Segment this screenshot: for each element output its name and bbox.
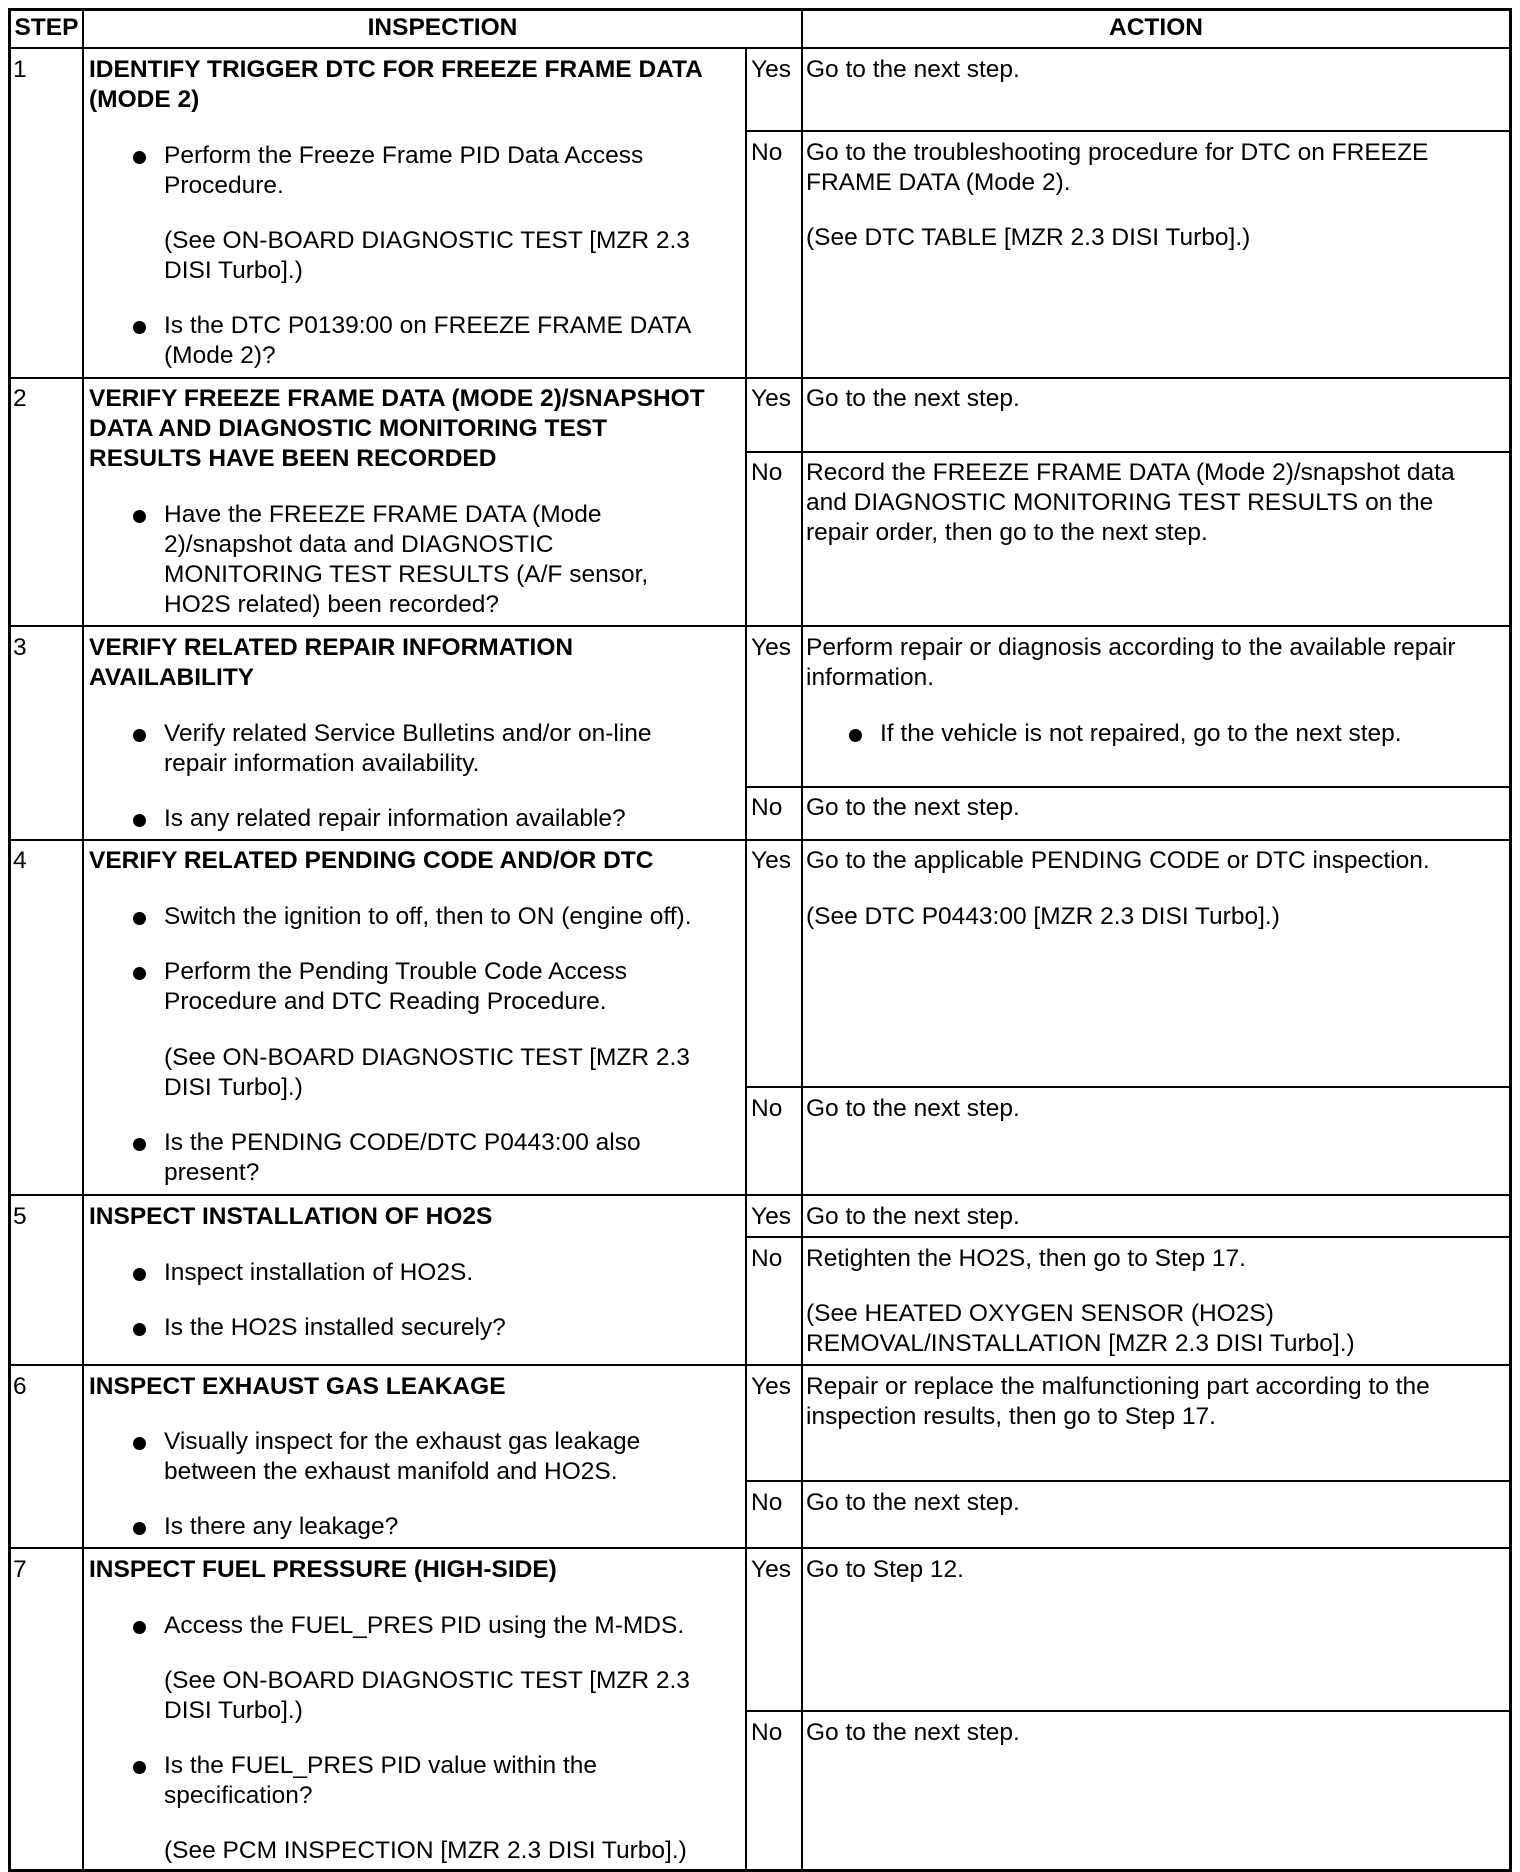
bullet-icon: [133, 1138, 146, 1151]
bullet-icon: [133, 729, 146, 742]
action-text: Perform repair or diagnosis according to the available repair information.: [806, 634, 1456, 691]
action-text: Go to Step 12.: [806, 1556, 964, 1583]
inspection-note: (See ON-BOARD DIAGNOSTIC TEST [MZR 2.3 DISI Turbo].): [164, 1667, 690, 1724]
yes-no-separator: [745, 451, 1512, 453]
bullet-icon: [133, 1761, 146, 1774]
bullet-icon: [133, 1522, 146, 1535]
inspection-item: Visually inspect for the exhaust gas leakage between the exhaust manifold and HO2S.: [164, 1428, 641, 1485]
bullet-icon: [133, 151, 146, 164]
bullet-icon: [133, 1323, 146, 1336]
row-separator: [8, 1364, 1512, 1366]
step-title: VERIFY FREEZE FRAME DATA (MODE 2)/SNAPSHOT DATA AND DIAGNOSTIC MONITORING TEST RESULTS HAVE BEEN RECORDED: [89, 385, 705, 472]
action-text: Retighten the HO2S, then go to Step 17.: [806, 1245, 1246, 1272]
inspection-item: Have the FREEZE FRAME DATA (Mode 2)/snapshot data and DIAGNOSTIC MONITORING TEST RESULTS (A/F sensor, HO2S related) been recorded?: [164, 501, 649, 618]
no-label: No: [751, 1095, 783, 1122]
no-label: No: [751, 1719, 783, 1746]
bullet-icon: [133, 1621, 146, 1634]
table-frame: [8, 8, 1512, 1872]
inspection-note: (See PCM INSPECTION [MZR 2.3 DISI Turbo].): [164, 1837, 687, 1864]
yes-no-separator: [745, 1480, 1512, 1482]
step-title: INSPECT FUEL PRESSURE (HIGH-SIDE): [89, 1556, 557, 1583]
row-separator: [8, 377, 1512, 379]
yes-no-separator: [745, 1236, 1512, 1238]
header-step: STEP: [14, 14, 79, 41]
inspection-note: (See ON-BOARD DIAGNOSTIC TEST [MZR 2.3 DISI Turbo].): [164, 1044, 690, 1101]
inspection-item: Is the PENDING CODE/DTC P0443:00 also present?: [164, 1129, 641, 1186]
yes-no-separator: [745, 786, 1512, 788]
step-number: 7: [13, 1556, 27, 1583]
bullet-icon: [133, 912, 146, 925]
action-text: Go to the applicable PENDING CODE or DTC inspection.: [806, 847, 1430, 874]
no-label: No: [751, 1245, 783, 1272]
bullet-icon: [133, 510, 146, 523]
action-text: Repair or replace the malfunctioning part according to the inspection results, then go to Step 17.: [806, 1373, 1430, 1430]
action-text: Go to the next step.: [806, 1489, 1020, 1516]
row-separator: [8, 1547, 1512, 1549]
header-action: ACTION: [1109, 14, 1203, 41]
header-separator: [8, 47, 1512, 49]
inspection-note: (See ON-BOARD DIAGNOSTIC TEST [MZR 2.3 DISI Turbo].): [164, 227, 690, 284]
divider-step-column: [82, 8, 84, 1870]
step-number: 1: [13, 56, 27, 83]
bullet-icon: [133, 321, 146, 334]
yes-no-separator: [745, 130, 1512, 132]
step-number: 2: [13, 385, 27, 412]
step-title: VERIFY RELATED REPAIR INFORMATION AVAILABILITY: [89, 634, 574, 691]
inspection-item: Access the FUEL_PRES PID using the M-MDS.: [164, 1612, 685, 1639]
action-text: Go to the next step.: [806, 56, 1020, 83]
action-text: Go to the troubleshooting procedure for DTC on FREEZE FRAME DATA (Mode 2).: [806, 139, 1429, 196]
bullet-icon: [133, 1268, 146, 1281]
yes-label: Yes: [751, 847, 791, 874]
yes-label: Yes: [751, 1556, 791, 1583]
inspection-item: Is the FUEL_PRES PID value within the specification?: [164, 1752, 598, 1809]
yes-label: Yes: [751, 634, 791, 661]
step-title: INSPECT EXHAUST GAS LEAKAGE: [89, 1373, 506, 1400]
inspection-item: Is there any leakage?: [164, 1513, 399, 1540]
yes-no-separator: [745, 1710, 1512, 1712]
action-text: Go to the next step.: [806, 385, 1020, 412]
header-inspection: INSPECTION: [367, 14, 518, 41]
yes-label: Yes: [751, 56, 791, 83]
step-number: 4: [13, 847, 27, 874]
row-separator: [8, 625, 1512, 627]
divider-yesno-column: [745, 48, 747, 1870]
action-text: Go to the next step.: [806, 1719, 1020, 1746]
bullet-icon: [133, 967, 146, 980]
divider-action-column: [801, 8, 803, 1870]
action-note: (See DTC TABLE [MZR 2.3 DISI Turbo].): [806, 224, 1251, 251]
yes-no-separator: [745, 1086, 1512, 1088]
row-separator: [8, 839, 1512, 841]
step-title: VERIFY RELATED PENDING CODE AND/OR DTC: [89, 847, 654, 874]
inspection-item: Is any related repair information available?: [164, 805, 626, 832]
yes-label: Yes: [751, 385, 791, 412]
no-label: No: [751, 1489, 783, 1516]
action-text: Go to the next step.: [806, 1095, 1020, 1122]
step-title: INSPECT INSTALLATION OF HO2S: [89, 1203, 493, 1230]
inspection-item: Switch the ignition to off, then to ON (engine off).: [164, 903, 692, 930]
inspection-item: Perform the Pending Trouble Code Access Procedure and DTC Reading Procedure.: [164, 958, 628, 1015]
step-number: 6: [13, 1373, 27, 1400]
yes-label: Yes: [751, 1373, 791, 1400]
yes-label: Yes: [751, 1203, 791, 1230]
action-text: Record the FREEZE FRAME DATA (Mode 2)/snapshot data and DIAGNOSTIC MONITORING TEST RESULTS on the repair order, then go to the next step.: [806, 459, 1455, 546]
inspection-item: Perform the Freeze Frame PID Data Access Procedure.: [164, 142, 644, 199]
action-item: If the vehicle is not repaired, go to the next step.: [880, 720, 1402, 747]
inspection-item: Is the DTC P0139:00 on FREEZE FRAME DATA (Mode 2)?: [164, 312, 692, 369]
action-note: (See HEATED OXYGEN SENSOR (HO2S) REMOVAL/INSTALLATION [MZR 2.3 DISI Turbo].): [806, 1300, 1355, 1357]
no-label: No: [751, 459, 783, 486]
action-note: (See DTC P0443:00 [MZR 2.3 DISI Turbo].): [806, 903, 1280, 930]
row-separator: [8, 1194, 1512, 1196]
action-text: Go to the next step.: [806, 794, 1020, 821]
inspection-item: Is the HO2S installed securely?: [164, 1314, 506, 1341]
bullet-icon: [133, 814, 146, 827]
step-title: IDENTIFY TRIGGER DTC FOR FREEZE FRAME DATA (MODE 2): [89, 56, 703, 113]
action-text: Go to the next step.: [806, 1203, 1020, 1230]
no-label: No: [751, 139, 783, 166]
step-number: 3: [13, 634, 27, 661]
no-label: No: [751, 794, 783, 821]
bullet-icon: [133, 1437, 146, 1450]
inspection-item: Inspect installation of HO2S.: [164, 1259, 474, 1286]
bullet-icon: [849, 729, 862, 742]
step-number: 5: [13, 1203, 27, 1230]
inspection-item: Verify related Service Bulletins and/or on-line repair information availability.: [164, 720, 652, 777]
